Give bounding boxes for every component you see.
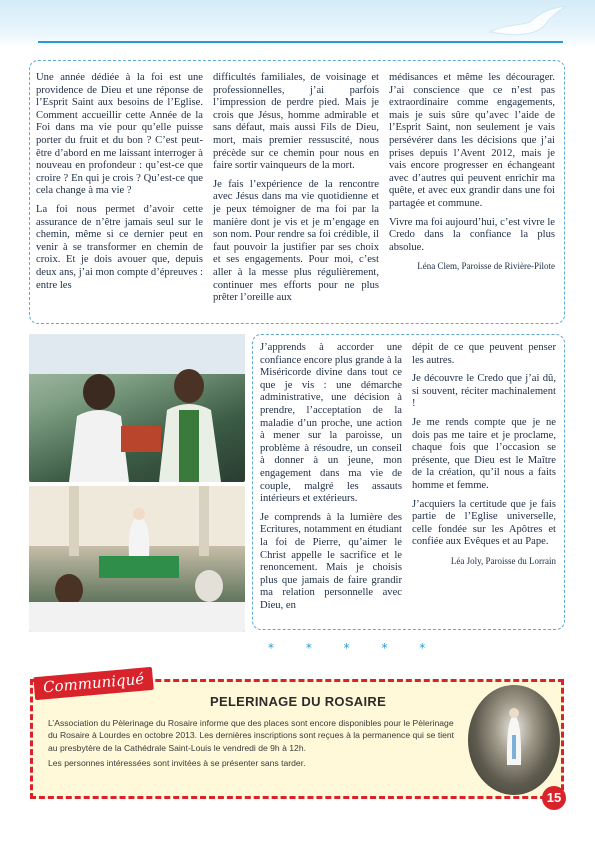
paragraph: J’acquiers la certitude que je fais partie de l’Eglise universelle, celle fondée sur les Apôtres et confiée aux Evêques et au Pape. xyxy=(412,498,556,548)
communique-tag: Communiqué xyxy=(33,667,154,700)
paragraph: Je me rends compte que je ne dois pas me taire et je proclame, chaque fois que l’occasion se présente, que Dieu est le Maître de la création, qu’il nous a faits homme et femme. xyxy=(412,416,556,491)
photo-procession xyxy=(29,486,245,632)
author-signature: Léna Clem, Paroisse de Rivière-Pilote xyxy=(417,261,555,272)
article2-column-1 xyxy=(260,342,402,618)
photo-gift-exchange xyxy=(29,334,245,482)
paragraph: Je fais l’expérience de la rencontre avec Jésus dans ma vie quotidienne et je peux témoigner de ma foi par la manière dont je vis et je m’engage en son nom. Pour rendre sa foi crédible, il faut pouvoir la justifier par ses choix et ses engagements. Pour moi, c’est aller à la messe plus régulièrement, continuer mes efforts pour ne plus prêter l’oreille aux xyxy=(213,178,379,304)
article1-column-1 xyxy=(36,72,203,298)
paragraph: Vivre ma foi aujourd’hui, c’est vivre le Credo dans la confiance la plus absolue. xyxy=(389,216,555,253)
article1-column-2 xyxy=(213,72,379,311)
author-signature: Léa Joly, Paroisse du Lorrain xyxy=(450,555,556,566)
paragraph: difficultés familiales, de voisinage et professionnelles, j’ai parfois l’impression de perdre pied. Mais je crois que Jésus, homme admirable et sans défaut, mais aussi Fils de Dieu, mort, mais premier ressuscité, nous précède sur ce chemin pour nous en faire sortir vainqueurs de la mort. xyxy=(213,72,379,172)
dove-icon xyxy=(480,2,570,42)
paragraph: Une année dédiée à la foi est une providence de Dieu et une réponse de l’Esprit Saint aux besoins de l’Eglise. Comment accueillir cette Année de la Foi dans ma vie pour qu’elle puisse porter du fruit et du bon ? C’est peut-être d’abord en me laissant interroger à nouveau en profondeur : qu’est-ce que croire ? En qui je crois ? Qu’est-ce que cela change à ma vie ? xyxy=(36,72,203,197)
paragraph: Les personnes intéressées sont invitées à se présenter sans tarder. xyxy=(48,758,306,769)
paragraph: dépit de ce que peuvent penser les autres. xyxy=(412,342,556,366)
article2-column-2 xyxy=(412,342,556,574)
paragraph: Je comprends à la lumière des Ecritures, notamment en étudiant la foi de Pierre, qu’aimer le Christ appelle le sacrifice et le renoncement. Mais je choisis plus que jamais de faire grandir ma relation personnelle avec Dieu, en xyxy=(260,511,402,611)
photo-lourdes-grotto xyxy=(468,685,560,795)
communique-body xyxy=(48,717,460,773)
section-separator: * * * * * xyxy=(268,641,440,655)
paragraph: médisances et même les décourager. J’ai conscience que ce n’est pas extraordinaire comme engagements, mais je suis sûre qu’avec l’aide de l’Esprit Saint, non seulement je vais persévérer dans les décisions que j’ai prises depuis l’Avent 2012, mais je vais encore progresser en échangeant avec d’autres qui peuvent enrichir ma quête, et avec eux grandir dans une foi partagée et commune. xyxy=(389,72,555,209)
communique-title: PELERINAGE DU ROSAIRE xyxy=(210,694,387,709)
paragraph: J’apprends à accorder une confiance encore plus grande à la Miséricorde divine dans tout ce que je vis : une démarche administrative, une décision à prendre, l’acceptation de la maladie d’un proche, une action à mener sur la paroisse, un problème à résoudre, un conseil à donner à un jeune, mon engagement dans ma vie de couple, malgré les assauts intérieurs et extérieurs. xyxy=(260,342,402,505)
paragraph: L’Association du Pèlerinage du Rosaire informe que des places sont encore disponibles pour le Pèlerinage du Rosaire à Lourdes en octobre 2013. Les dernières inscriptions sont reçues à la permanence qui se tient au presbytère de la Cathédrale Saint-Louis le vendredi de 9h à 12h. xyxy=(48,718,455,753)
article1-column-3 xyxy=(389,72,555,279)
paragraph: La foi nous permet d’avoir cette assurance de n’être jamais seul sur le chemin, même si ce dernier peut en venir à se transformer en chemin de croix. Et je dois avouer que, depuis deux ans, j’ai mon compte d’épreuves : entre les xyxy=(36,203,203,291)
paragraph: Je découvre le Credo que j’ai dû, si souvent, réciter machinalement ! xyxy=(412,373,556,410)
page-number: 15 xyxy=(542,786,566,810)
header-rule xyxy=(38,41,563,43)
